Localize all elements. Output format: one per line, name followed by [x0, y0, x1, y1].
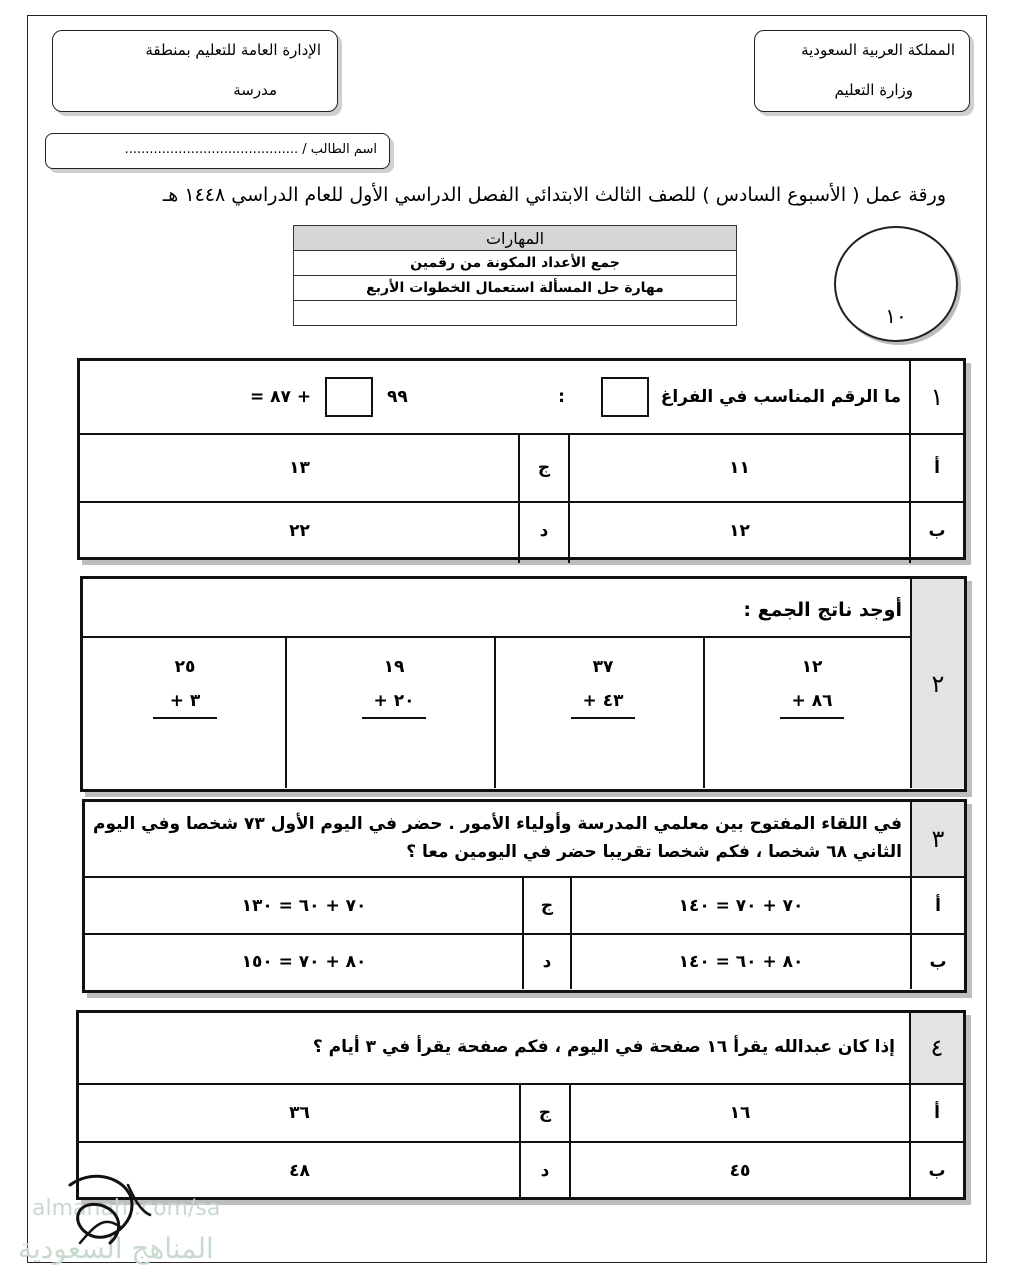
option-value[interactable]: ٢٢: [289, 521, 310, 541]
option-value[interactable]: ١٦: [729, 1103, 751, 1123]
option-value[interactable]: ٤٨: [289, 1161, 310, 1181]
score-circle: [834, 226, 958, 342]
question-2: [80, 576, 967, 792]
skill-item: [294, 301, 737, 326]
answer-box[interactable]: [325, 377, 373, 417]
option-value[interactable]: ١٣: [289, 458, 310, 478]
option-label: أ: [934, 1103, 940, 1123]
question-text-line1: في اللقاء المفتوح بين معلمي المدرسة وأولياء الأمور . حضر في اليوم الأول ٧٣ شخصا وفي اليوم: [93, 814, 902, 834]
skills-header: المهارات: [294, 226, 737, 251]
question-1: [77, 358, 966, 560]
student-name-field: اسم الطالب / ..........................................: [124, 142, 377, 157]
option-label: ب: [929, 952, 947, 972]
skills-table: [293, 225, 737, 326]
option-label: ب: [928, 1161, 946, 1181]
question-text: ما الرقم المناسب في الفراغ :: [558, 377, 901, 417]
option-label: أ: [935, 895, 941, 916]
option-label: ج: [538, 1103, 552, 1123]
option-label: ج: [537, 458, 551, 478]
option-label: ج: [540, 895, 554, 916]
education-admin: الإدارة العامة للتعليم بمنطقة: [145, 41, 321, 59]
student-name-box[interactable]: [45, 133, 390, 169]
addition-problem: ٢٥ + ٣: [125, 657, 245, 719]
option-value[interactable]: ٣٦: [289, 1103, 310, 1123]
question-number: ٢: [912, 579, 964, 788]
question-text-line2: الثاني ٦٨ شخصا ، فكم شخصا تقريبا حضر في اليومين معا ؟: [406, 842, 902, 862]
addition-problem: ١٢ + ٨٦: [752, 657, 872, 719]
option-label: أ: [934, 458, 940, 478]
question-4: [76, 1010, 966, 1200]
option-label: د: [540, 1161, 550, 1181]
option-label: د: [542, 952, 552, 972]
option-value[interactable]: ٧٠ + ٧٠ = ١٤٠: [678, 895, 804, 916]
score-value: ١٠: [885, 304, 907, 328]
ministry-name: وزارة التعليم: [834, 81, 913, 99]
option-value[interactable]: ٤٥: [729, 1161, 751, 1181]
option-value[interactable]: ٨٠ + ٦٠ = ١٤٠: [678, 952, 804, 972]
addition-problem: ٣٧ + ٤٣: [543, 657, 663, 719]
school-name: مدرسة: [233, 81, 277, 99]
ministry-country: المملكة العربية السعودية: [801, 41, 955, 59]
option-label: د: [539, 521, 549, 541]
ministry-box: [754, 30, 970, 112]
addition-problem: ١٩ + ٢٠: [334, 657, 454, 719]
equation: = ٩٩ + ٨٧: [250, 377, 408, 417]
question-3: [82, 799, 967, 993]
option-value[interactable]: ١٢: [729, 521, 750, 541]
question-number: ١: [930, 383, 944, 411]
option-value[interactable]: ٨٠ + ٧٠ = ١٥٠: [241, 952, 367, 972]
signature-mark: [50, 1165, 160, 1255]
question-number: ٤: [911, 1013, 963, 1083]
question-text: إذا كان عبدالله يقرأ ١٦ صفحة في اليوم ، فكم صفحة يقرأ في ٣ أيام ؟: [312, 1037, 895, 1057]
option-value[interactable]: ٧٠ + ٦٠ = ١٣٠: [241, 895, 367, 916]
skill-item: مهارة حل المسألة استعمال الخطوات الأربع: [294, 276, 737, 301]
question-text: أوجد ناتج الجمع :: [743, 599, 902, 621]
watermark-name: المناهج السعودية: [18, 1232, 214, 1265]
worksheet-title: ورقة عمل ( الأسبوع السادس ) للصف الثالث الابتدائي الفصل الدراسي الأول للعام الدراسي ١٤٤٨ هـ: [162, 184, 946, 206]
option-label: ب: [928, 521, 946, 541]
answer-box-example: [601, 377, 649, 417]
school-box: [52, 30, 338, 112]
option-value[interactable]: ١١: [729, 458, 750, 478]
watermark-url: almanahj.com/sa: [32, 1196, 221, 1221]
skill-item: جمع الأعداد المكونة من رقمين: [294, 251, 737, 276]
question-number: ٣: [912, 802, 964, 876]
